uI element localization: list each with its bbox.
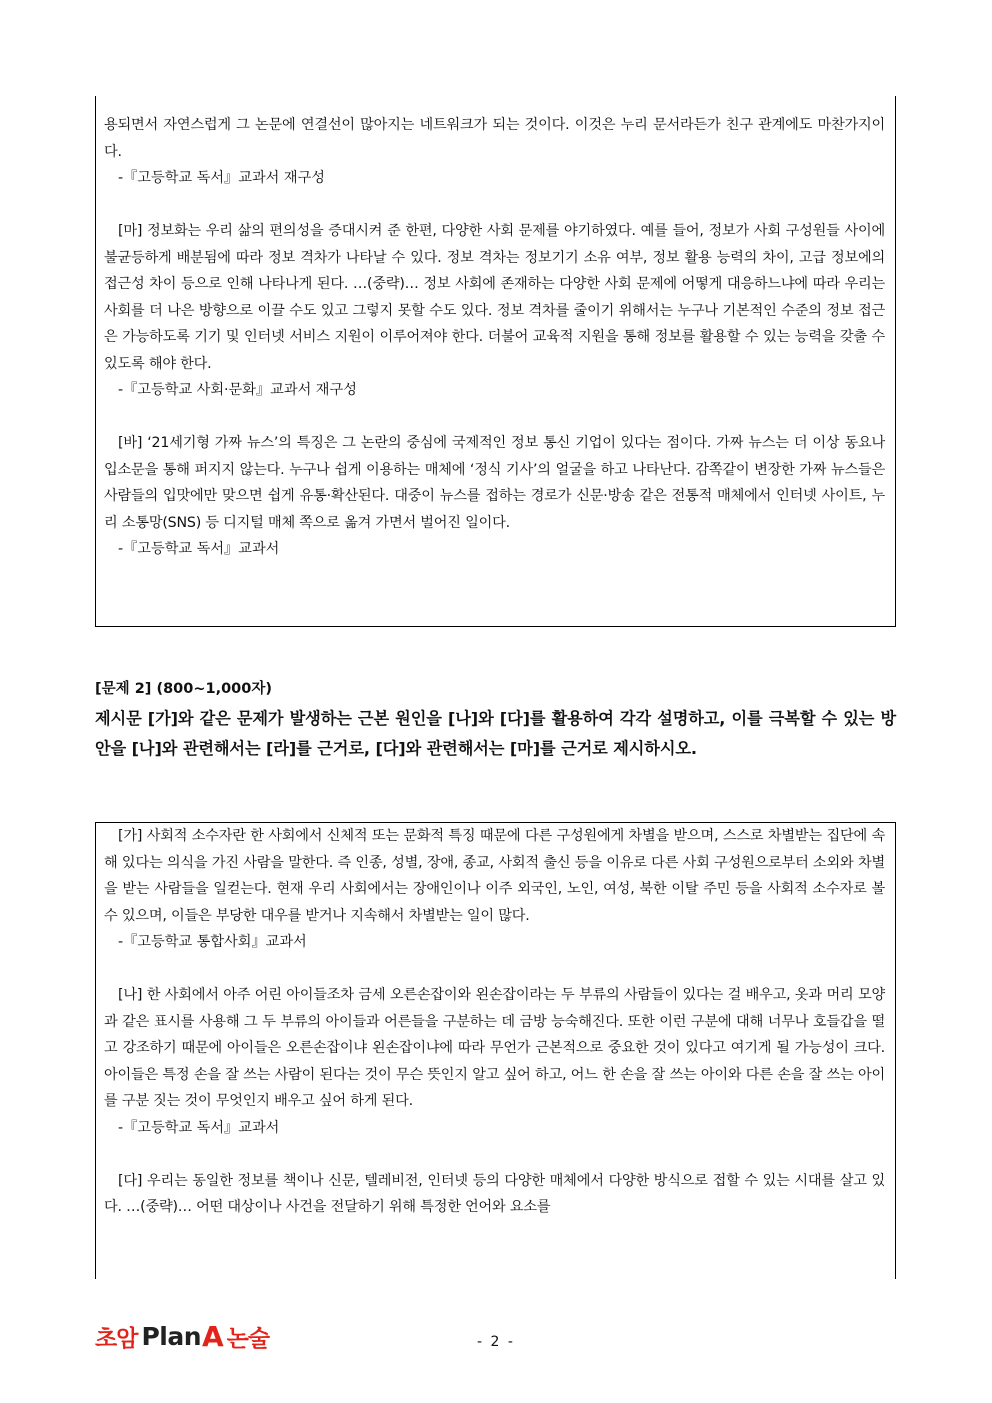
passage-ga: [가] 사회적 소수자란 한 사회에서 신체적 또는 문화적 특징 때문에 다른 구성원에게 차별을 받으며, 스스로 차별받는 집단에 속해 있다는 의식을 가진 사람을 말한다. 즉 인종, 성별, 장애, 종교, 사회적 출신 등을 이유로 다른 사회 구성원으로부터 소외와 차별을 받는 사람들을 일컫는다. 현재 우리 사회에서는 장애인이나 이주 외국인, 노인, 여성, 북한 이탈 주민 등을 사회적 소수자로 볼 수 있으며, 이들은 부당한 대우를 받거나 지속해서 차별받는 일이 많다.	[104, 828, 885, 924]
passage-ba: [바] ‘21세기형 가짜 뉴스’의 특징은 그 논란의 중심에 국제적인 정보 통신 기업이 있다는 점이다. 가짜 뉴스는 더 이상 동요나 입소문을 통해 퍼지지 않는다. 누구나 쉽게 이용하는 매체에 ‘정식 기사’의 얼굴을 하고 나타난다. 감쪽같이 변장한 가짜 뉴스들은 사람들의 입맛에만 맞으면 쉽게 유통·확산된다. 대중이 뉴스를 접하는 경로가 신문·방송 같은 전통적 매체에서 인터넷 사이트, 누리 소통망(SNS) 등 디지털 매체 쪽으로 옮겨 가면서 벌어진 일이다.	[104, 435, 885, 531]
logo-text-nonsul: 논술	[226, 1325, 270, 1352]
passage-na: [나] 한 사회에서 아주 어린 아이들조차 금세 오른손잡이와 왼손잡이라는 두 부류의 사람들이 있다는 걸 배우고, 옷과 머리 모양과 같은 표시를 사용해 그 두 부류의 아이들과 어른들을 구분하는 데 금방 능숙해진다. 또한 이런 구분에 대해 너무나 호들갑을 떨고 강조하기 때문에 아이들은 오른손잡이냐 왼손잡이냐에 따라 무언가 근본적으로 중요한 것이 있다고 여기게 될 가능성이 크다. 아이들은 특정 손을 잘 쓰는 사람이 된다는 것이 무슨 뜻인지 알고 싶어 하고, 어느 한 손을 잘 쓰는 아이와 다른 손을 잘 쓰는 아이를 구분 짓는 것이 무엇인지 배우고 싶어 하게 된다.	[104, 987, 885, 1109]
logo-text-choam: 초암	[95, 1325, 138, 1352]
passage-source: -『고등학교 독서』교과서 재구성	[118, 170, 325, 186]
passage-box-top	[95, 96, 896, 627]
passage-source: -『고등학교 통합사회』교과서	[118, 934, 307, 950]
passage-box-bottom	[95, 822, 896, 1279]
question-block	[95, 678, 896, 764]
question-prompt: 제시문 [가]와 같은 문제가 발생하는 근본 원인을 [나]와 [다]를 활용하여 각각 설명하고, 이를 극복할 수 있는 방안을 [나]와 관련해서는 [라]를 근거로, [다]와 관련해서는 [마]를 근거로 제시하시오.	[95, 709, 896, 758]
passage-source: -『고등학교 독서』교과서	[118, 541, 280, 557]
logo-text-a: A	[202, 1319, 224, 1353]
passage-source: -『고등학교 독서』교과서	[118, 1119, 280, 1136]
logo-text-plan: Plan	[141, 1321, 201, 1351]
passage-ma: [마] 정보화는 우리 삶의 편의성을 증대시켜 준 한편, 다양한 사회 문제를 야기하였다. 예를 들어, 정보가 사회 구성원들 사이에 불균등하게 배분됨에 따라 정보 격차가 나타날 수 있다. 정보 격차는 정보기기 소유 여부, 정보 활용 능력의 차이, 고급 정보에의 접근성 차이 등으로 인해 나타나게 된다. …(중략)… 정보 사회에 존재하는 다양한 사회 문제에 어떻게 대응하느냐에 따라 우리는 사회를 더 나은 방향으로 이끌 수도 있고 그렇지 못할 수도 있다. 정보 격차를 줄이기 위해서는 누구나 기본적인 수준의 정보 접근은 가능하도록 기기 및 인터넷 서비스 지원이 이루어져야 한다. 더불어 교육적 지원을 통해 정보를 활용할 수 있는 능력을 갖출 수 있도록 해야 한다.	[104, 223, 885, 372]
question-title: [문제 2] (800~1,000자)	[95, 681, 272, 697]
passage-continuation: 용되면서 자연스럽게 그 논문에 연결선이 많아지는 네트워크가 되는 것이다. 이것은 누리 문서라든가 친구 관계에도 마찬가지이다.	[104, 117, 885, 160]
passage-da: [다] 우리는 동일한 정보를 책이나 신문, 텔레비전, 인터넷 등의 다양한 매체에서 다양한 방식으로 접할 수 있는 시대를 살고 있다. …(중략)… 어떤 대상이나 사건을 전달하기 위해 특정한 언어와 요소를	[104, 1172, 885, 1215]
page-number: - 2 -	[477, 1334, 515, 1350]
passage-source: -『고등학교 사회·문화』교과서 재구성	[118, 382, 357, 398]
